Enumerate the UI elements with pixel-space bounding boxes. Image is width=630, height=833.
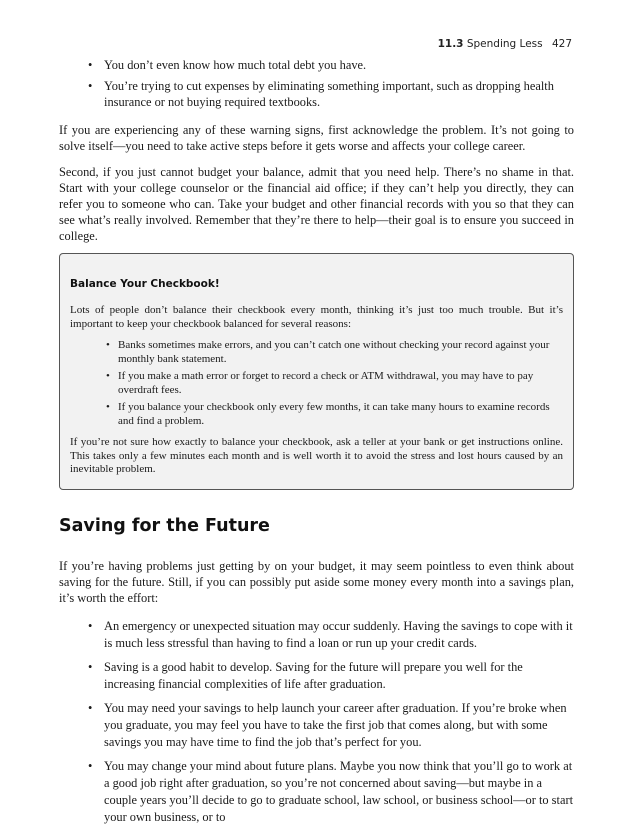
page-number: 427 xyxy=(551,38,572,50)
section-intro: If you’re having problems just getting by on your budget, it may seem pointless to even think about saving for the future. Still, if you can possibly put aside some money every month into a savings plan, it’s worth the effort: xyxy=(59,558,574,605)
saving-reasons-list xyxy=(59,618,574,826)
list-item: • You’re trying to cut expenses by eliminating something important, such as dropping health insurance or not buying required textbooks. xyxy=(88,78,574,110)
callout-outro: If you’re not sure how exactly to balance your checkbook, ask a teller at your bank or get instructions online. This takes only a few minutes each month and is well worth it to avoid the stress and lost hours caused by an inevitable problem. xyxy=(70,436,563,475)
paragraph-acknowledge: If you are experiencing any of these warning signs, first acknowledge the problem. It’s not going to solve itself—you need to take active steps before it gets worse and affects your college career. xyxy=(59,123,574,153)
list-item: • You don’t even know how much total debt you have. xyxy=(88,57,574,73)
section-number: 11.3 xyxy=(437,38,464,50)
paragraph-get-help: Second, if you just cannot budget your balance, admit that you need help. There’s no shame in that. Start with your college counselor or the financial aid office; if they can’t help you directly, they can refer you to someone who can. Take your budget and other financial records with you so that they can see what’s really involved. Remember that they’re there to help—their goal is to ensure you succeed in college. xyxy=(59,165,574,243)
callout-intro: Lots of people don’t balance their checkbook every month, thinking it’s just too much trouble. But it’s important to keep your checkbook balanced for several reasons: xyxy=(70,304,563,330)
list-item: • Saving is a good habit to develop. Saving for the future will prepare you well for the increasing financial complexities of life after graduation. xyxy=(88,659,574,693)
list-item: • If you balance your checkbook only every few months, it can take many hours to examine records and find a problem. xyxy=(106,401,563,428)
callout-list xyxy=(70,339,563,428)
warning-signs-list xyxy=(59,57,574,110)
list-item: • You may change your mind about future plans. Maybe you now think that you’ll go to work at a good job right after graduation, so you’re not concerned about saving—but maybe in a couple years you’ll decide to go to graduate school, law school, or business school—or to start your own business, or to xyxy=(88,758,574,826)
list-item: • An emergency or unexpected situation may occur suddenly. Having the savings to cope with it is much less stressful than having to find a loan or run up your credit cards. xyxy=(88,618,574,652)
section-heading: Saving for the Future xyxy=(59,515,270,536)
list-item: • If you make a math error or forget to record a check or ATM withdrawal, you may have to pay overdraft fees. xyxy=(106,370,563,397)
page-content xyxy=(59,57,574,833)
callout-title: Balance Your Checkbook! xyxy=(70,278,220,290)
callout-box xyxy=(59,253,574,490)
list-item: • You may need your savings to help launch your career after graduation. If you’re broke when you graduate, you may feel you have to take the first job that comes along, but with some savings you may have time to find the job that’s perfect for you. xyxy=(88,700,574,751)
list-item: • Banks sometimes make errors, and you can’t catch one without checking your record against your monthly bank statement. xyxy=(106,339,563,366)
section-title: Spending Less xyxy=(466,38,543,50)
running-head xyxy=(438,38,572,50)
